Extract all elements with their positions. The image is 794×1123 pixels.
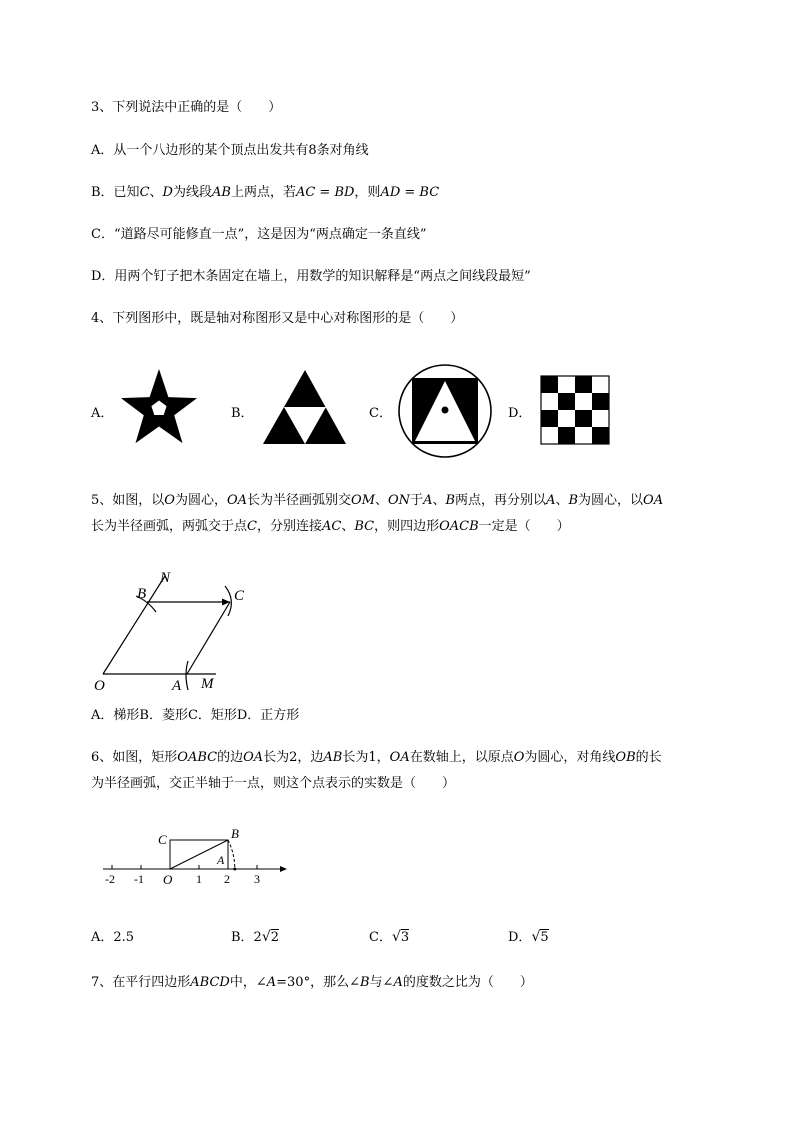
var: OA [243,750,264,765]
text: 的边 [217,750,244,765]
q6-option-a: A．2.5 [91,930,135,945]
q3-option-d: D．用两个钉子把木条固定在墙上，用数学的知识解释是“两点之间线段最短” [91,269,531,284]
text: 的长 [635,750,662,765]
text: ，则 [354,185,381,200]
label-b: B [137,586,147,602]
var: OB [615,750,636,765]
intersection-point [233,868,236,871]
q5-answers: A．梯形B．菱形C．矩形D．正方形 [91,708,300,723]
text: 在数轴上，以原点 [409,750,514,765]
text: 上两点，若 [230,185,296,200]
label-a: A [217,853,225,867]
label-c: C [158,832,167,847]
text: 中，∠ [229,975,267,990]
text: 一定是（ ） [478,519,570,534]
radicand: 5 [540,930,549,945]
text: ，分别连接 [256,519,322,534]
var: OABC [177,750,218,765]
text: 为圆心， [174,493,227,508]
var: OA [389,750,410,765]
text: 与∠ [369,975,394,990]
text: 、 [432,493,446,508]
var: B [568,493,579,508]
text: 为圆心，以 [578,493,644,508]
tick-label: O [163,872,173,887]
text: 6、如图，矩形 [91,750,178,765]
var: C [247,519,257,534]
arc-ob [228,840,235,869]
var: AB [323,750,343,765]
radicand: 2 [270,930,280,945]
q4-label-d: D． [508,406,532,421]
label-c: C [234,588,245,604]
text: 、 [149,185,163,200]
var: B [359,975,370,990]
var: AB [211,185,231,200]
text: 、 [555,493,569,508]
tick-label: 1 [196,872,202,886]
tick-label: 2 [224,872,230,886]
q3-option-c: C．“道路尽可能修直一点”，这是因为“两点确定一条直线” [91,227,427,242]
text: 5、如图，以 [91,493,165,508]
text: B．已知 [91,185,140,200]
text: 的度数之比为（ ） [402,975,533,990]
option-text: D． [508,930,532,945]
var: OA [226,493,248,508]
q4-stem: 4、下列图形中，既是轴对称图形又是中心对称图形的是（ ） [91,311,464,326]
label-o: O [94,678,105,694]
tick-label: -2 [105,872,115,886]
var: BC [354,519,375,534]
var: ABCD [190,975,230,990]
q4-label-a: A． [91,406,114,421]
q6-option-c [369,926,409,945]
text: 为线段 [172,185,212,200]
var: OM [351,493,375,508]
text: 长为2，边 [263,750,324,765]
var: C [139,185,150,200]
option-text: C． [369,930,392,945]
sqrt-symbol: √ [261,929,271,945]
var: OA [643,493,664,508]
text: 两点，再分别以 [455,493,547,508]
text: 为圆心，对角线 [524,750,616,765]
radicand: 3 [400,930,410,945]
var: A [423,493,433,508]
tick-label: -1 [134,872,144,886]
q6-stem-line2: 为半径画弧，交正半轴于一点，则这个点表示的实数是（ ） [91,776,456,791]
text: 、 [375,493,389,508]
var: B [445,493,456,508]
text: 于 [410,493,424,508]
option-text: B．2 [231,930,262,945]
text: ，则四边形 [374,519,440,534]
label-b: B [231,826,239,841]
text: 长为半径画弧别交 [247,493,352,508]
label-m: M [201,676,214,692]
q6-option-b [231,926,279,945]
label-a: A [172,678,182,694]
q6-option-d [508,926,549,945]
var: AC [321,519,342,534]
q3-option-a: A．从一个八边形的某个顶点出发共有8条对角线 [91,143,369,158]
var: A [266,975,277,990]
sqrt-symbol: √ [531,929,541,945]
var: D [162,185,173,200]
text: 长为半径画弧，两弧交于点 [91,519,248,534]
var: A [546,493,556,508]
label-n: N [160,570,171,586]
sqrt-symbol: √ [391,929,401,945]
q4-label-c: C． [369,406,392,421]
var: O [164,493,175,508]
var: ON [388,493,411,508]
equation: AD = BC [380,185,440,200]
text: 7、在平行四边形 [91,975,191,990]
var: A [393,975,403,990]
tick-label: 3 [254,872,260,886]
axis-arrow [280,866,287,872]
var: O [513,750,525,765]
text: 、 [341,519,355,534]
var: OACB [439,519,479,534]
equation: AC = BD [295,185,355,200]
q4-label-b: B． [231,406,254,421]
text: 长为1， [342,750,390,765]
q3-stem: 3、下列说法中正确的是（ ） [91,100,282,115]
q7-stem [91,974,533,992]
text: =30°，那么∠ [276,975,360,990]
